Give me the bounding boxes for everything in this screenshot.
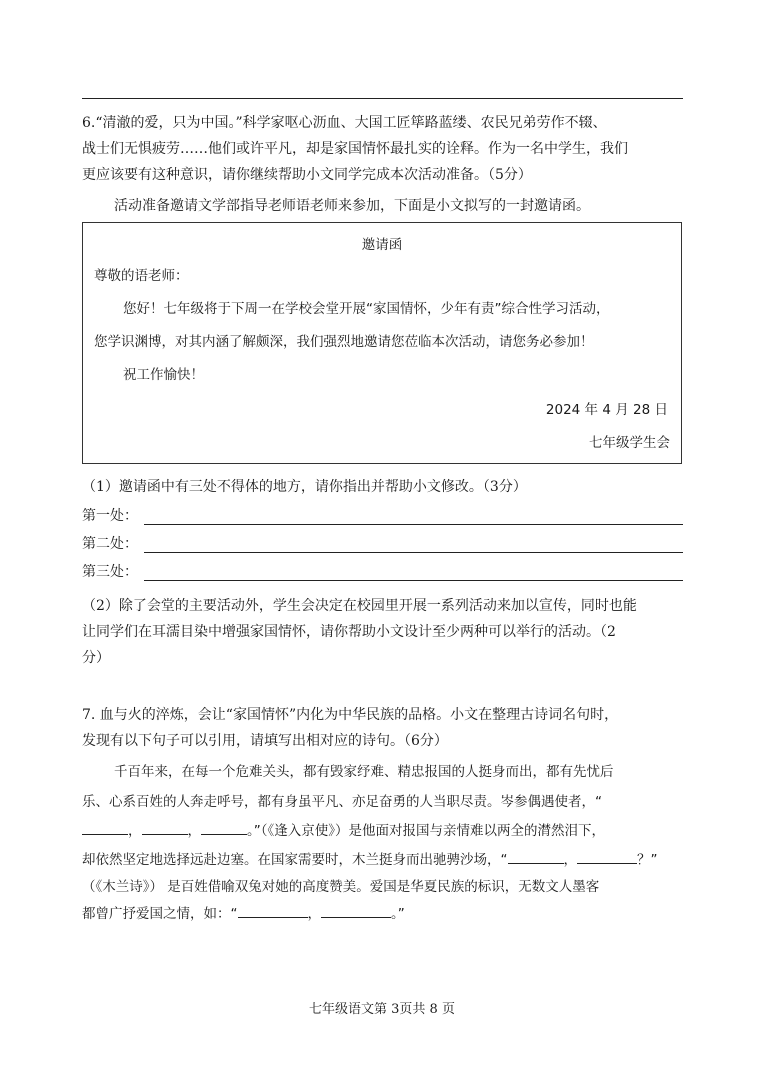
answer-label-3: 第三处： (82, 564, 138, 580)
invitation-letter-box (82, 222, 682, 464)
letter-body-line1: 您好！七年级将于下周一在学校会堂开展“家国情怀，少年有责”综合性学习活动， (123, 301, 610, 317)
answer-label-1: 第一处： (82, 508, 138, 524)
q7-para-line2: 乐、心系百姓的人奔走呼号，都有身虽平凡、亦足奋勇的人当职尽责。岑参偶遇使者，“ (82, 794, 602, 810)
poem-blank-6[interactable] (238, 903, 308, 918)
comma: ， (563, 852, 577, 868)
q7-para-line1: 千百年来，在每一个危难关头，都有毁家纾难、精忠报国的人挺身而出，都有先忧后 (114, 764, 614, 780)
sub2-line3: 分） (82, 650, 110, 666)
sub1-question: （1）邀请函中有三处不得体的地方，请你指出并帮助小文修改。（3分） (82, 479, 527, 495)
letter-body-line2: 您学识渊博，对其内涵了解颇深，我们强烈地邀请您莅临本次活动，请您务必参加！ (94, 334, 594, 350)
closing-quote: 。” (391, 906, 405, 922)
poem-blank-2[interactable] (142, 820, 188, 835)
poem-blank-3[interactable] (201, 820, 247, 835)
answer-blank-1[interactable] (144, 524, 683, 525)
answer-row-1 (82, 506, 144, 526)
letter-date: 2024 年 4 月 28 日 (545, 402, 668, 418)
poem-blank-4[interactable] (508, 849, 564, 864)
poem-blank-1[interactable] (82, 820, 128, 835)
top-rule (82, 98, 683, 99)
q6-line1: 6.“清澈的爱，只为中国。”科学家呕心沥血、大国工匠筚路蓝缕、农民兄弟劳作不辍、 (82, 115, 607, 131)
page-footer: 七年级语文第 3页共 8 页 (309, 1002, 455, 1017)
q6-intro: 活动准备邀请文学部指导老师语老师来参加，下面是小文拟写的一封邀请函。 (114, 198, 590, 214)
answer-row-3 (82, 562, 144, 582)
comma: ， (128, 823, 142, 839)
comma: ， (307, 906, 321, 922)
q6-line2: 战士们无惧疲劳……他们或许平凡，却是家国情怀最扎实的诠释。作为一名中学生，我们 (82, 141, 628, 157)
q7-para-line4 (82, 847, 686, 873)
answer-blank-2[interactable] (144, 552, 683, 553)
q7-para-line4-text: 却依然坚定地选择远赴边塞。在国家需要时，木兰挺身而出驰骋沙场，“ (82, 852, 508, 868)
comma: ， (187, 823, 201, 839)
question-mark: ？” (637, 852, 658, 868)
letter-closing: 祝工作愉快！ (123, 367, 204, 383)
letter-salutation: 尊敬的语老师： (94, 268, 189, 284)
q7-para-line6-text: 都曾广抒爱国之情，如：“ (82, 906, 238, 922)
q7-para-line3-text: 。”（《逢入京使》）是他面对报国与亲情难以两全的潸然泪下， (247, 823, 605, 839)
letter-signature: 七年级学生会 (589, 435, 670, 451)
q7-line2: 发现有以下句子可以引用，请填写出相对应的诗句。（6分） (82, 733, 448, 749)
q7-para-line3 (82, 818, 686, 844)
q7-para-line5: （《木兰诗》） 是百姓借喻双兔对她的高度赞美。爱国是华夏民族的标识，无数文人墨客 (82, 879, 600, 895)
letter-title: 邀请函 (361, 237, 403, 253)
answer-label-2: 第二处： (82, 536, 138, 552)
answer-blank-3[interactable] (144, 580, 683, 581)
q6-line3: 更应该要有这种意识，请你继续帮助小文同学完成本次活动准备。（5分） (82, 167, 532, 183)
answer-row-2 (82, 534, 144, 554)
poem-blank-7[interactable] (321, 903, 391, 918)
sub2-line2: 让同学们在耳濡目染中增强家国情怀，请你帮助小文设计至少两种可以举行的活动。（2 (82, 624, 616, 640)
q7-para-line6 (82, 901, 686, 927)
q7-line1: 7. 血与火的淬炼，会让“家国情怀”内化为中华民族的品格。小文在整理古诗词名句时， (82, 707, 619, 723)
poem-blank-5[interactable] (577, 849, 637, 864)
sub2-line1: （2）除了会堂的主要活动外，学生会决定在校园里开展一系列活动来加以宣传，同时也能 (82, 598, 637, 614)
